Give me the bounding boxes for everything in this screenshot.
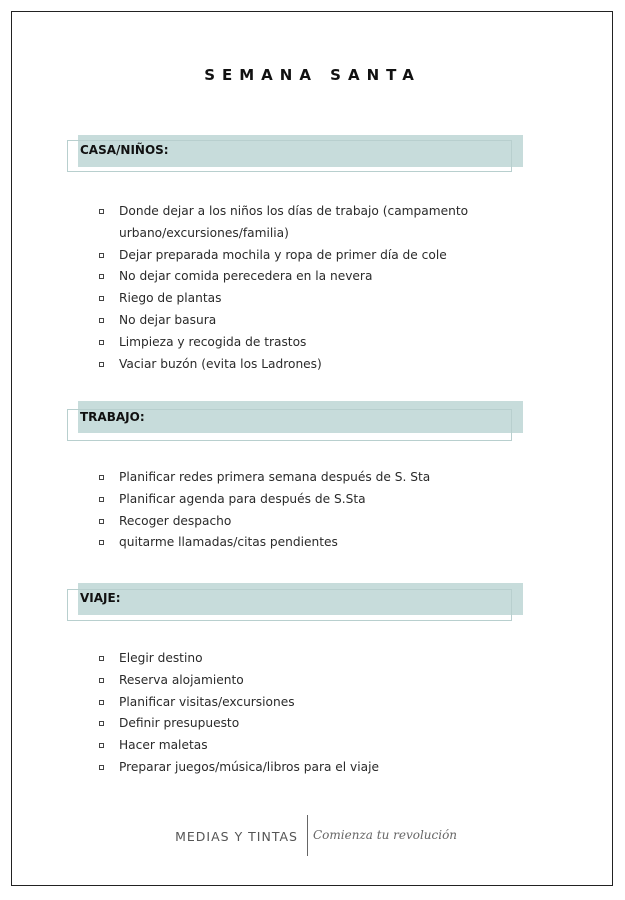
checklist-item-text: Recoger despacho (119, 513, 232, 528)
checklist-item (99, 532, 479, 554)
footer-divider (307, 815, 308, 856)
checklist-item (99, 692, 479, 714)
checklist-item (99, 735, 479, 757)
checklist-item (99, 266, 479, 288)
checklist-item-text: Vaciar buzón (evita los Ladrones) (119, 356, 322, 371)
checklist (99, 201, 479, 375)
checklist-item (99, 332, 479, 354)
checkbox[interactable] (99, 721, 104, 726)
checklist-item (99, 489, 479, 511)
checkbox[interactable] (99, 362, 104, 367)
checklist-item (99, 288, 479, 310)
checkbox[interactable] (99, 700, 104, 705)
checkbox[interactable] (99, 340, 104, 345)
checklist-item (99, 310, 479, 332)
checklist-item (99, 648, 479, 670)
checklist-item-text: Limpieza y recogida de trastos (119, 334, 307, 349)
checklist-item (99, 670, 479, 692)
checklist-item-text: quitarme llamadas/citas pendientes (119, 535, 338, 550)
footer-brand (0, 814, 625, 858)
checklist-item (99, 354, 479, 376)
checkbox[interactable] (99, 274, 104, 279)
checkbox[interactable] (99, 765, 104, 770)
checklist-item-text: Planificar agenda para después de S.Sta (119, 491, 366, 506)
checklist-item (99, 245, 479, 267)
checklist-item (99, 511, 479, 533)
checklist-item (99, 467, 479, 489)
checklist (99, 467, 479, 554)
checkbox[interactable] (99, 678, 104, 683)
checklist-item-text: Dejar preparada mochila y ropa de primer día de cole (119, 247, 447, 262)
checklist-item-text: Planificar visitas/excursiones (119, 694, 295, 709)
checklist-item-text: Preparar juegos/música/libros para el viaje (119, 759, 380, 774)
checkbox[interactable] (99, 497, 104, 502)
checkbox[interactable] (99, 475, 104, 480)
section-heading: TRABAJO: (80, 410, 145, 424)
checkbox[interactable] (99, 296, 104, 301)
brand-name: MEDIAS Y TINTAS (175, 829, 298, 844)
checklist-item-text: Definir presupuesto (119, 716, 240, 731)
checklist-item (99, 201, 479, 245)
checklist-item-text: No dejar basura (119, 312, 217, 327)
section-heading: CASA/NIÑOS: (80, 143, 169, 157)
checkbox[interactable] (99, 656, 104, 661)
brand-tagline: Comienza tu revolución (313, 828, 458, 842)
checkbox[interactable] (99, 209, 104, 214)
checklist-item-text: Hacer maletas (119, 738, 208, 753)
section-heading: VIAJE: (80, 591, 121, 605)
checklist-item-text: No dejar comida perecedera en la nevera (119, 269, 373, 284)
checklist-item-text: Donde dejar a los niños los días de trabajo (campamento urbano/excursiones/familia) (119, 204, 469, 240)
checkbox[interactable] (99, 318, 104, 323)
checklist-item-text: Reserva alojamiento (119, 672, 244, 687)
checklist-item-text: Elegir destino (119, 651, 203, 665)
checklist-item (99, 713, 479, 735)
checklist-item-text: Riego de plantas (119, 291, 222, 306)
page-title: SEMANA SANTA (204, 66, 421, 84)
checklist (99, 648, 479, 779)
checkbox[interactable] (99, 519, 104, 524)
checkbox[interactable] (99, 540, 104, 545)
checkbox[interactable] (99, 253, 104, 258)
checklist-item-text: Planificar redes primera semana después de S. Sta (119, 470, 431, 484)
section-band-outline (67, 589, 512, 621)
checkbox[interactable] (99, 743, 104, 748)
checklist-item (99, 757, 479, 779)
